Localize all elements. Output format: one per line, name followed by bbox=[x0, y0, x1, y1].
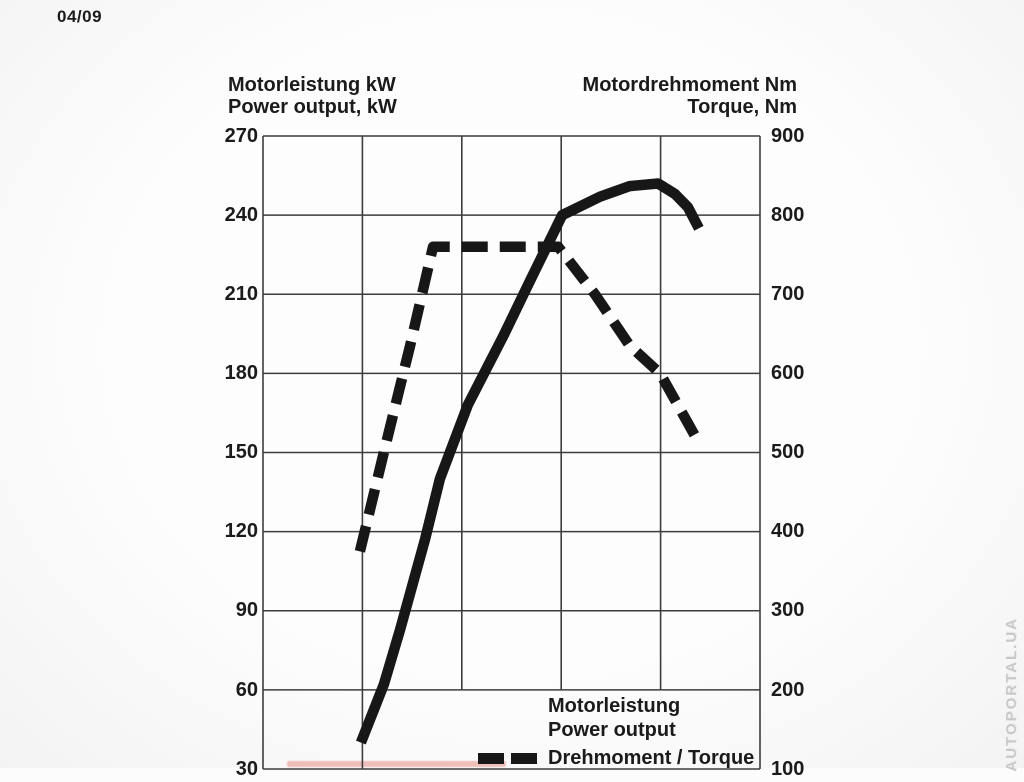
legend bbox=[478, 694, 754, 774]
legend-label-torque bbox=[548, 746, 754, 770]
right-axis-tick: 100 bbox=[771, 758, 805, 780]
torque-line-swatch bbox=[478, 746, 540, 764]
dashed-line-icon bbox=[478, 753, 540, 764]
right-axis-title-line2: Torque, Nm bbox=[687, 96, 797, 118]
left-axis-tick: 60 bbox=[235, 679, 258, 701]
left-axis-tick: 210 bbox=[224, 283, 258, 305]
legend-label-power bbox=[548, 694, 680, 742]
left-axis-tick: 270 bbox=[224, 125, 258, 147]
left-axis-title-line2: Power output, kW bbox=[228, 96, 397, 118]
right-axis-tick: 600 bbox=[771, 362, 805, 384]
legend-power-line1: Motorleistung bbox=[548, 695, 681, 717]
watermark: AUTOPORTAL.UA bbox=[1003, 617, 1020, 772]
power-curve bbox=[361, 184, 699, 743]
left-axis-tick: 90 bbox=[235, 599, 258, 621]
legend-item-power bbox=[478, 694, 754, 742]
right-axis-title-line1: Motordrehmoment Nm bbox=[582, 74, 797, 96]
right-axis-tick: 500 bbox=[771, 441, 805, 463]
dash-segment bbox=[478, 753, 504, 764]
legend-power-line2: Power output bbox=[548, 719, 676, 741]
left-axis-tick: 30 bbox=[235, 758, 258, 780]
legend-item-torque bbox=[478, 746, 754, 770]
right-axis-tick: 900 bbox=[771, 125, 805, 147]
left-axis-tick: 150 bbox=[224, 441, 258, 463]
document-code: 04/09 bbox=[57, 7, 103, 26]
power-line-swatch bbox=[478, 694, 540, 701]
right-axis-tick: 800 bbox=[771, 204, 805, 226]
right-axis-tick: 200 bbox=[771, 679, 805, 701]
left-axis-tick: 180 bbox=[224, 362, 258, 384]
right-axis-tick: 300 bbox=[771, 599, 805, 621]
right-axis-tick: 700 bbox=[771, 283, 805, 305]
left-axis-tick: 240 bbox=[224, 204, 258, 226]
left-axis-title-line1: Motorleistung kW bbox=[228, 74, 396, 96]
legend-torque-line1: Drehmoment / Torque bbox=[548, 747, 755, 769]
right-axis-tick: 400 bbox=[771, 520, 805, 542]
left-axis-tick: 120 bbox=[224, 520, 258, 542]
dash-segment bbox=[511, 753, 537, 764]
